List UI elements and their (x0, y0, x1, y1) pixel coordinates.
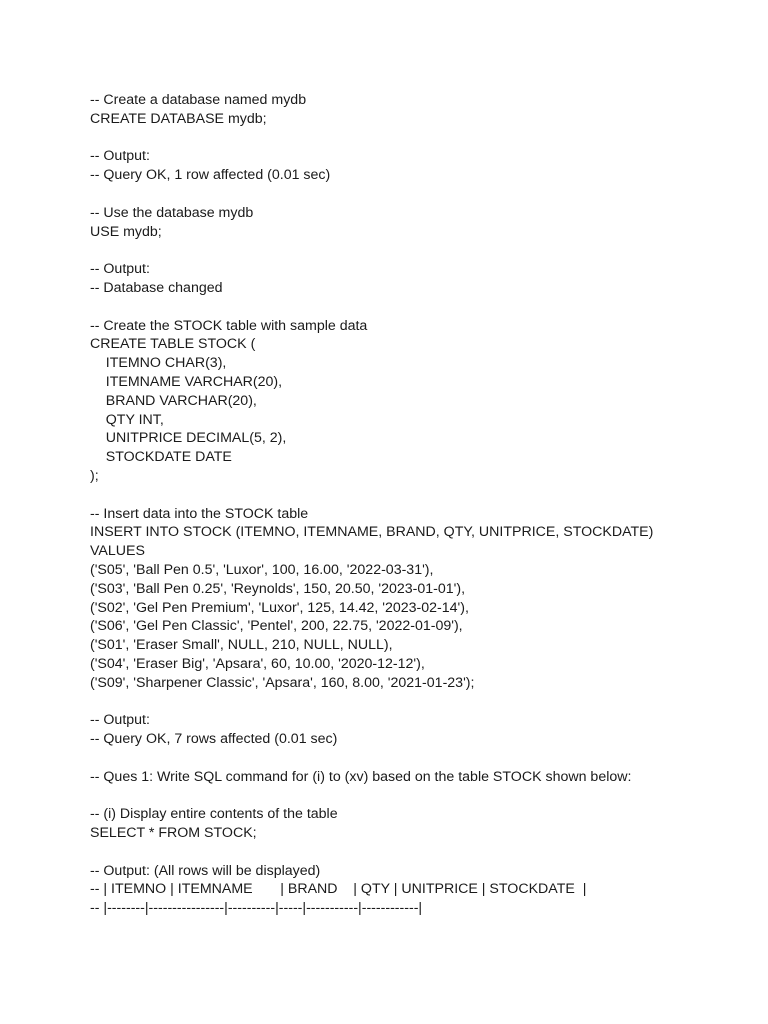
blank-line (90, 486, 750, 505)
text-line: BRAND VARCHAR(20), (90, 392, 257, 409)
text-line: SELECT * FROM STOCK; (90, 825, 257, 842)
text-line: -- Use the database mydb (90, 204, 254, 221)
text-line: STOCKDATE DATE (90, 449, 232, 466)
blank-line (90, 241, 750, 260)
document-body (90, 91, 750, 918)
text-line: ('S05', 'Ball Pen 0.5', 'Luxor', 100, 16.00, '2022-03-31'), (90, 561, 434, 578)
text-line: VALUES (90, 543, 145, 560)
text-line: ('S01', 'Eraser Small', NULL, 210, NULL, NULL), (90, 637, 393, 654)
text-line: ('S04', 'Eraser Big', 'Apsara', 60, 10.00, '2020-12-12'), (90, 655, 425, 672)
text-line: -- Output: (90, 261, 150, 278)
text-line: ITEMNAME VARCHAR(20), (90, 373, 283, 390)
text-line: -- Create a database named mydb (90, 92, 307, 108)
text-line: -- Output: (90, 148, 150, 165)
text-line: QTY INT, (90, 411, 164, 428)
blank-line (90, 298, 750, 317)
text-line: -- Output: (90, 712, 150, 729)
text-line: -- |--------|----------------|----------|-----|-----------|------------| (90, 900, 423, 917)
blank-line (90, 129, 750, 148)
blank-line (90, 185, 750, 204)
text-line: ('S09', 'Sharpener Classic', 'Apsara', 160, 8.00, '2021-01-23'); (90, 674, 475, 691)
text-line: -- Database changed (90, 279, 223, 296)
text-line: ITEMNO CHAR(3), (90, 355, 227, 372)
text-line: -- Query OK, 1 row affected (0.01 sec) (90, 167, 331, 184)
text-line: -- Insert data into the STOCK table (90, 505, 309, 522)
text-line: ('S06', 'Gel Pen Classic', 'Pentel', 200, 22.75, '2022-01-09'), (90, 618, 463, 635)
text-line: ); (90, 467, 99, 484)
text-line: -- Ques 1: Write SQL command for (i) to (xv) based on the table STOCK shown below: (90, 768, 632, 785)
text-line: -- Output: (All rows will be displayed) (90, 862, 321, 879)
text-line: INSERT INTO STOCK (ITEMNO, ITEMNAME, BRAND, QTY, UNITPRICE, STOCKDATE) (90, 524, 654, 541)
text-line: USE mydb; (90, 223, 162, 240)
text-line: CREATE TABLE STOCK ( (90, 336, 256, 353)
blank-line (90, 843, 750, 862)
text-line: ('S02', 'Gel Pen Premium', 'Luxor', 125, 14.42, '2023-02-14'), (90, 599, 469, 616)
text-line: CREATE DATABASE mydb; (90, 110, 267, 127)
text-line: -- | ITEMNO | ITEMNAME | BRAND | QTY | UNITPRICE | STOCKDATE | (90, 881, 587, 898)
text-line: -- Create the STOCK table with sample data (90, 317, 368, 334)
text-line: -- (i) Display entire contents of the table (90, 806, 338, 823)
text-line: -- Query OK, 7 rows affected (0.01 sec) (90, 731, 338, 748)
blank-line (90, 693, 750, 712)
text-line: UNITPRICE DECIMAL(5, 2), (90, 430, 287, 447)
blank-line (90, 749, 750, 768)
blank-line (90, 786, 750, 805)
text-line: ('S03', 'Ball Pen 0.25', 'Reynolds', 150, 20.50, '2023-01-01'), (90, 580, 466, 597)
